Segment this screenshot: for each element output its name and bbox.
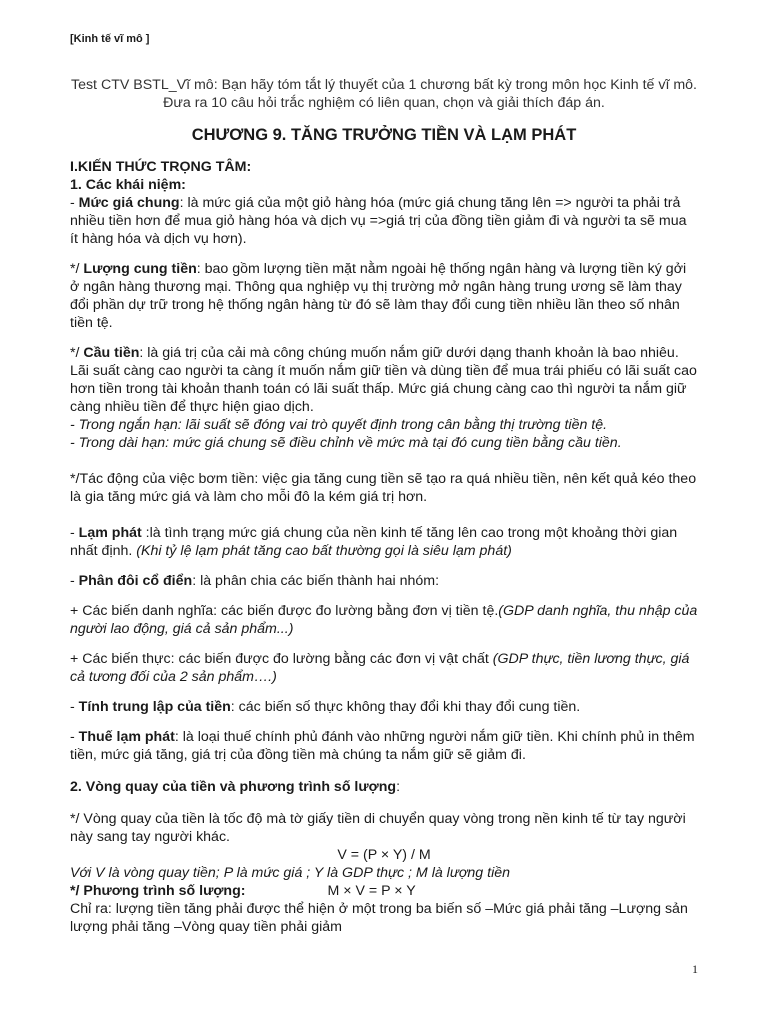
formula-velocity: V = (P × Y) / M: [337, 847, 431, 863]
paragraph-thue-lam-phat: - Thuế lạm phát: là loại thuế chính phủ đánh vào những người nắm giữ tiền. Khi chính phủ in thêm tiền, mức giá tăng, giá trị của đồng tiền mà chúng ta nắm giữ sẽ giảm đi.: [70, 729, 695, 763]
paragraph-trung-lap: - Tính trung lập của tiền: các biến số thực không thay đổi khi thay đổi cung tiền.: [70, 699, 581, 715]
intro-paragraph: Test CTV BSTL_Vĩ mô: Bạn hãy tóm tắt lý thuyết của 1 chương bất kỳ trong môn học Kinh tế vĩ mô. Đưa ra 10 câu hỏi trắc nghiệm có liên quan, chọn và giải thích đáp án.: [70, 77, 697, 111]
chapter-title: CHƯƠNG 9. TĂNG TRƯỞNG TIỀN VÀ LẠM PHÁT: [191, 126, 577, 144]
running-header: [Kinh tế vĩ mô ]: [70, 33, 150, 45]
paragraph-muc-gia-chung: - Mức giá chung: là mức giá của một giỏ hàng hóa (mức giá chung tăng lên => người ta phải trả nhiều tiền hơn để mua giỏ hàng hóa và dịch vụ =>giá trị của đồng tiền giảm đi và người ta sẽ mua ít hàng hóa và dịch vụ hơn).: [70, 195, 687, 247]
quantity-equation-line: */ Phương trình số lượng: M × V = P × Y: [70, 883, 416, 899]
paragraph-luong-cung-tien: */ Lượng cung tiền: bao gồm lượng tiền mặt nằm ngoài hệ thống ngân hàng và lượng tiền ký gởi ở ngân hàng thương mại. Thông qua nghiệp vụ thị trường mở ngân hàng trung ương sẽ làm thay đổi phần dự trữ trong hệ thống ngân hàng từ đó sẽ làm thay đổi cung tiền nhiều lần theo số nhân tiền tệ.: [70, 261, 687, 331]
section-heading: I.KIẾN THỨC TRỌNG TÂM:: [70, 159, 252, 175]
subsection-heading: 1. Các khái niệm:: [70, 177, 186, 193]
term-lam-phat: Lạm phát: [78, 525, 142, 541]
term-trung-lap: Tính trung lập của tiền: [78, 699, 231, 715]
note-short-run: - Trong ngắn hạn: lãi suất sẽ đóng vai trò quyết định trong cân bằng thị trường tiền tệ.: [70, 417, 608, 433]
paragraph-lam-phat: - Lạm phát :là tình trạng mức giá chung của nền kinh tế tăng lên cao trong một khoảng thời gian nhất định. (Khi tỷ lệ lạm phát tăng cao bất thường gọi là siêu lạm phát): [70, 525, 678, 559]
note-sieu-lam-phat: (Khi tỷ lệ lạm phát tăng cao bất thường gọi là siêu lạm phát): [136, 543, 512, 559]
paragraph-tac-dong: */Tác động của việc bơm tiền: việc gia tăng cung tiền sẽ tạo ra quá nhiều tiền, nên kết quả kéo theo là gia tăng mức giá và làm cho mỗi đô la kém giá trị hơn.: [70, 471, 697, 505]
term-thue-lam-phat: Thuế lạm phát: [78, 729, 175, 745]
page-number: 1: [692, 962, 698, 976]
formula-legend: Với V là vòng quay tiền; P là mức giá ; Y là GDP thực ; M là lượng tiền: [70, 865, 510, 881]
note-long-run: - Trong dài hạn: mức giá chung sẽ điều chỉnh về mức mà tại đó cung tiền bằng cầu tiền.: [70, 435, 622, 451]
paragraph-cau-tien: */ Cầu tiền: là giá trị của cải mà công chúng muốn nắm giữ dưới dạng thanh khoản là bao nhiêu. Lãi suất càng cao người ta càng ít muốn nắm giữ tiền và dùng tiền để mua trái phiếu có lãi suất cao hơn tiền trong tài khoản thanh toán có lãi suất thấp. Mức giá chung càng cao thì người ta nắm giữ càng nhiều tiền để thực hiện giao dịch.: [70, 345, 697, 415]
term-cau-tien: Cầu tiền: [83, 345, 140, 361]
paragraph-bien-thuc: + Các biến thực: các biến được đo lường bằng các đơn vị vật chất (GDP thực, tiền lương thực, giá cả tương đối của 2 sản phẩm….): [70, 651, 690, 685]
term-luong-cung-tien: Lượng cung tiền: [83, 261, 197, 277]
paragraph-conclusion: Chỉ ra: lượng tiền tăng phải được thể hiện ở một trong ba biến số –Mức giá phải tăng –Lượng sản lượng phải tăng –Vòng quay tiền phải giảm: [70, 901, 688, 935]
paragraph-vong-quay: */ Vòng quay của tiền là tốc độ mà tờ giấy tiền di chuyển quay vòng trong nền kinh tế từ tay người này sang tay người khác.: [70, 811, 686, 845]
paragraph-bien-danh-nghia: + Các biến danh nghĩa: các biến được đo lường bằng đơn vị tiền tệ.(GDP danh nghĩa, thu nhập của người lao động, giá cả sản phẩm...): [70, 603, 698, 637]
term-phan-doi-co-dien: Phân đôi cổ điển: [78, 573, 193, 589]
quantity-equation: M × V = P × Y: [327, 883, 416, 899]
paragraph-phan-doi: - Phân đôi cổ điển: là phân chia các biến thành hai nhóm:: [70, 573, 440, 589]
section2-heading: 2. Vòng quay của tiền và phương trình số lượng:: [70, 779, 401, 795]
term-muc-gia-chung: Mức giá chung: [78, 195, 180, 211]
